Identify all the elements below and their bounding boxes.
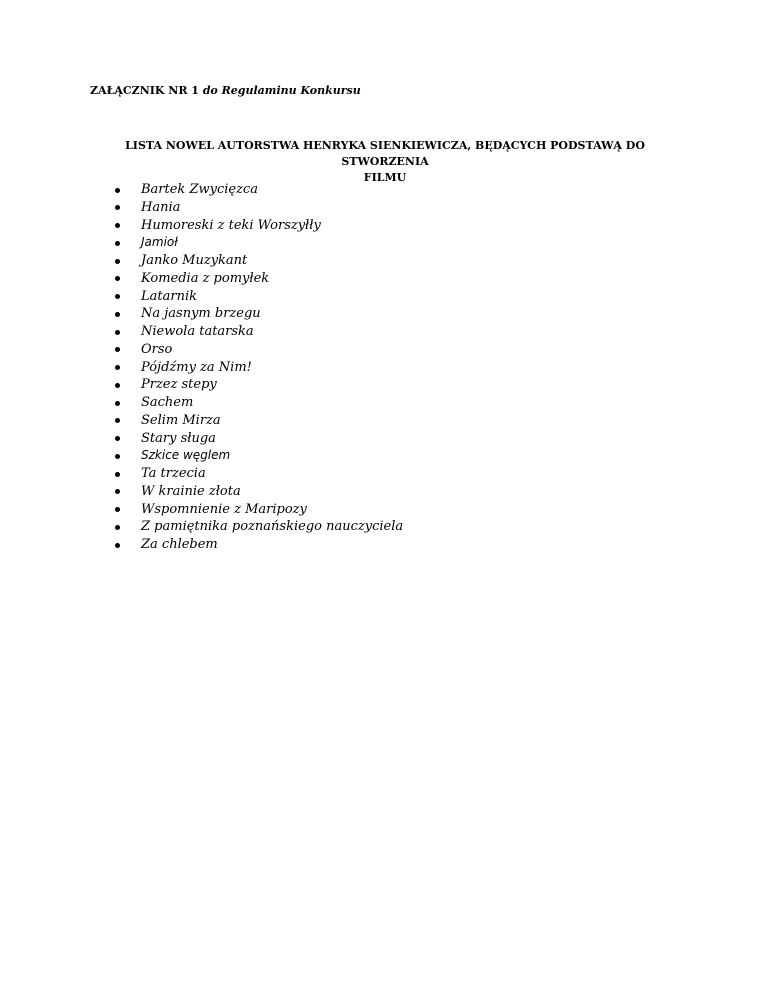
bullet-icon	[115, 436, 120, 441]
novel-title: Na jasnym brzegu	[141, 306, 261, 322]
annex-header	[90, 84, 361, 97]
novel-title: Z pamiętnika poznańskiego nauczyciela	[141, 519, 404, 535]
bullet-icon	[115, 489, 120, 494]
bullet-icon	[115, 241, 120, 246]
novel-title: Jamioł	[141, 235, 178, 250]
bullet-icon	[115, 330, 120, 335]
novel-title: Komedia z pomyłek	[141, 270, 270, 286]
bullet-icon	[115, 507, 120, 512]
bullet-icon	[115, 223, 120, 228]
bullet-icon	[115, 401, 120, 406]
bullet-icon	[115, 347, 120, 352]
bullet-icon	[115, 525, 120, 530]
novel-title: Orso	[141, 341, 173, 357]
bullet-icon	[115, 543, 120, 548]
annex-suffix: do Regulaminu Konkursu	[202, 84, 361, 97]
bullet-icon	[115, 188, 120, 193]
novel-title: Selim Mirza	[141, 412, 221, 428]
bullet-icon	[115, 276, 120, 281]
novel-title: Humoreski z teki Worszyłły	[141, 217, 321, 233]
novel-title: Szkice węglem	[141, 448, 231, 463]
bullet-icon	[115, 472, 120, 477]
novel-title: Wspomnienie z Maripozy	[141, 501, 307, 517]
novel-title: Janko Muzykant	[141, 253, 248, 268]
novel-title: Za chlebem	[141, 537, 218, 552]
novel-title: Hania	[141, 199, 181, 215]
bullet-icon	[115, 294, 120, 299]
annex-label: ZAŁĄCZNIK NR 1	[90, 84, 199, 97]
list-heading-line-1: LISTA NOWEL AUTORSTWA HENRYKA SIENKIEWICZA, BĘDĄCYCH PODSTAWĄ DO STWORZENIA	[125, 139, 645, 168]
bullet-icon	[115, 365, 120, 370]
novel-title: W krainie złota	[141, 483, 241, 499]
novel-title: Bartek Zwycięzca	[141, 182, 258, 197]
novel-title: Sachem	[141, 395, 194, 410]
bullet-icon	[115, 383, 120, 388]
novel-title: Latarnik	[141, 288, 197, 304]
bullet-icon	[115, 418, 120, 423]
novel-title: Niewola tatarska	[141, 324, 254, 339]
novel-title: Ta trzecia	[141, 466, 206, 481]
bullet-icon	[115, 312, 120, 317]
list-heading	[90, 138, 680, 186]
bullet-icon	[115, 259, 120, 264]
bullet-icon	[115, 454, 120, 459]
novel-title: Stary sługa	[141, 430, 216, 446]
bullet-icon	[115, 205, 120, 210]
novel-title: Przez stepy	[141, 377, 217, 393]
novel-title: Pójdźmy za Nim!	[141, 359, 252, 375]
list-heading-line-2: FILMU	[363, 171, 407, 184]
